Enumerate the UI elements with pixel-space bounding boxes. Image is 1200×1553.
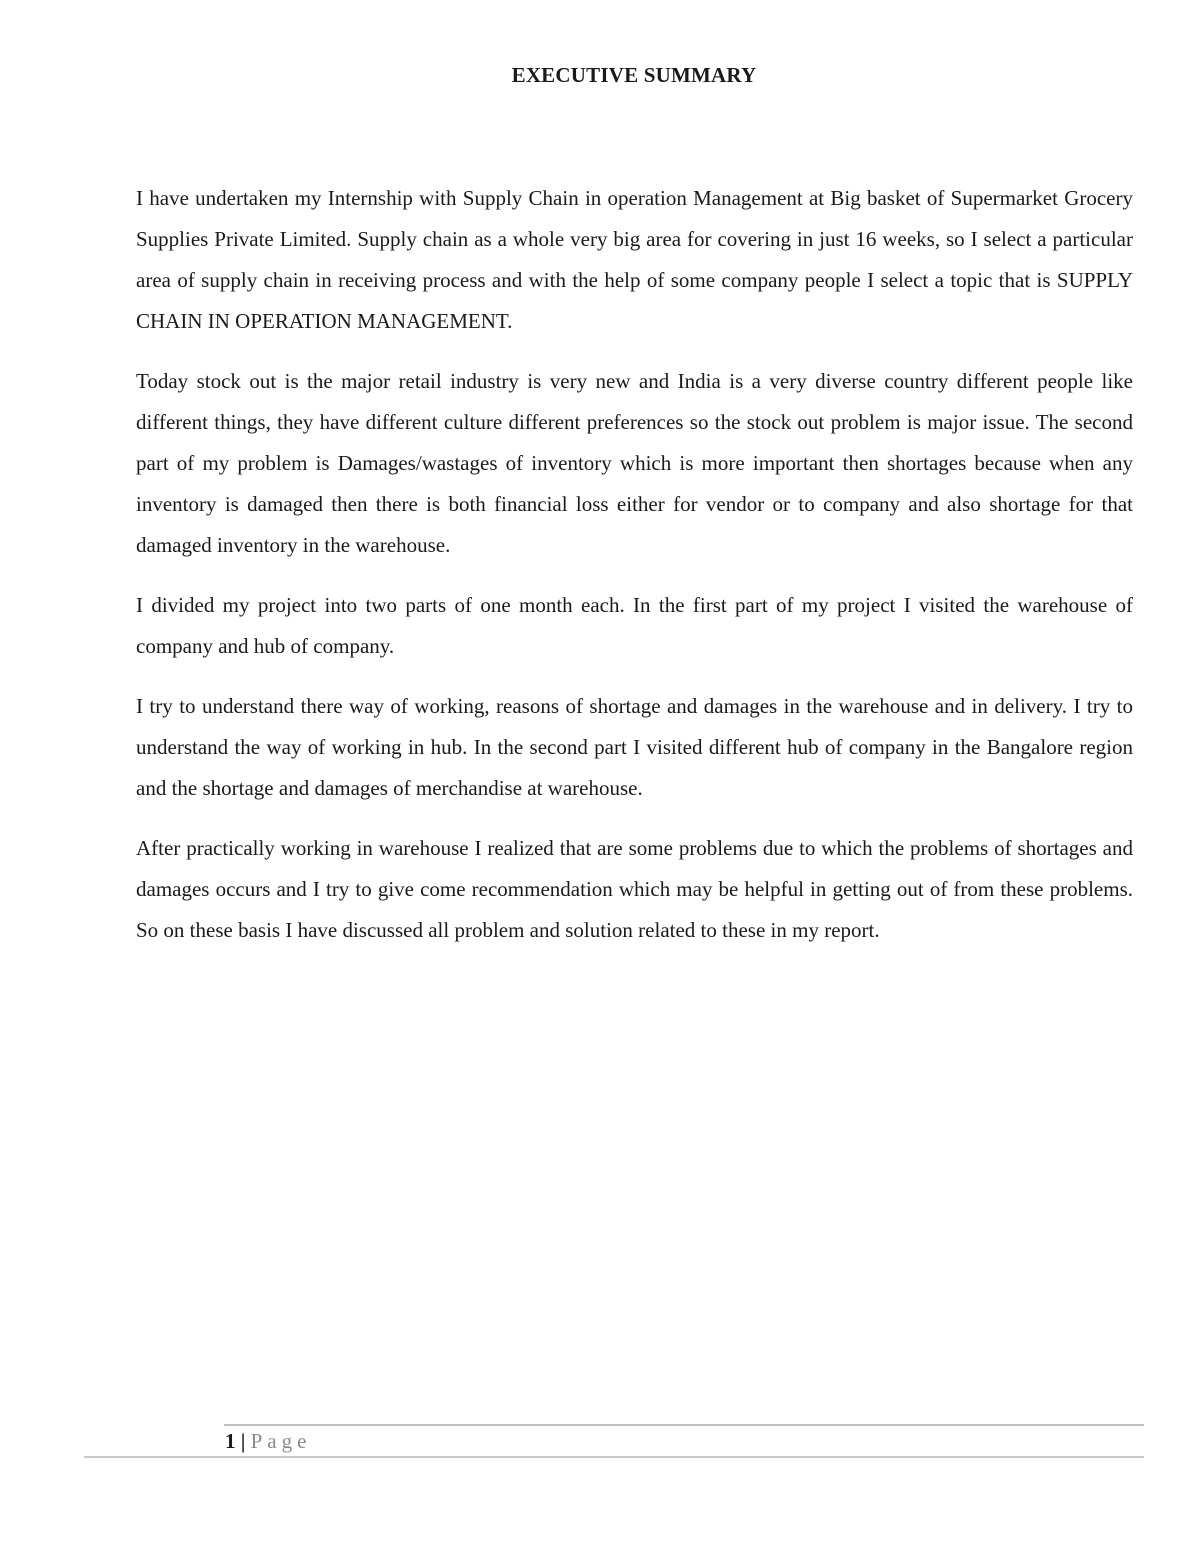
page-footer bbox=[225, 1429, 311, 1454]
paragraph-2: Today stock out is the major retail industry is very new and India is a very diverse country different people like different things, they have different culture different preferences so the stock out problem is major issue. The second part of my problem is Damages/wastages of inventory which is more important then shortages because when any inventory is damaged then there is both financial loss either for vendor or to company and also shortage for that damaged inventory in the warehouse. bbox=[136, 369, 1133, 557]
page-label: Page bbox=[250, 1429, 312, 1453]
page-number: 1 bbox=[225, 1429, 236, 1453]
footer-rule-bottom bbox=[84, 1456, 1144, 1458]
page-title: EXECUTIVE SUMMARY bbox=[511, 63, 757, 87]
paragraph-4: I try to understand there way of working, reasons of shortage and damages in the warehouse and in delivery. I try to understand the way of working in hub. In the second part I visited different hub of company in the Bangalore region and the shortage and damages of merchandise at warehouse. bbox=[136, 694, 1133, 800]
footer-separator: | bbox=[240, 1429, 246, 1453]
paragraph-5: After practically working in warehouse I realized that are some problems due to which the problems of shortages and damages occurs and I try to give come recommendation which may be helpful in getting out of from these problems. So on these basis I have discussed all problem and solution related to these in my report. bbox=[136, 836, 1133, 942]
paragraph-1: I have undertaken my Internship with Supply Chain in operation Management at Big basket of Supermarket Grocery Supplies Private Limited. Supply chain as a whole very big area for covering in just 16 weeks, so I select a particular area of supply chain in receiving process and with the help of some company people I select a topic that is SUPPLY CHAIN IN OPERATION MANAGEMENT. bbox=[136, 186, 1133, 333]
paragraph-3: I divided my project into two parts of one month each. In the first part of my project I visited the warehouse of company and hub of company. bbox=[136, 593, 1133, 658]
footer-rule-top bbox=[224, 1424, 1144, 1426]
document-body bbox=[136, 178, 1133, 970]
